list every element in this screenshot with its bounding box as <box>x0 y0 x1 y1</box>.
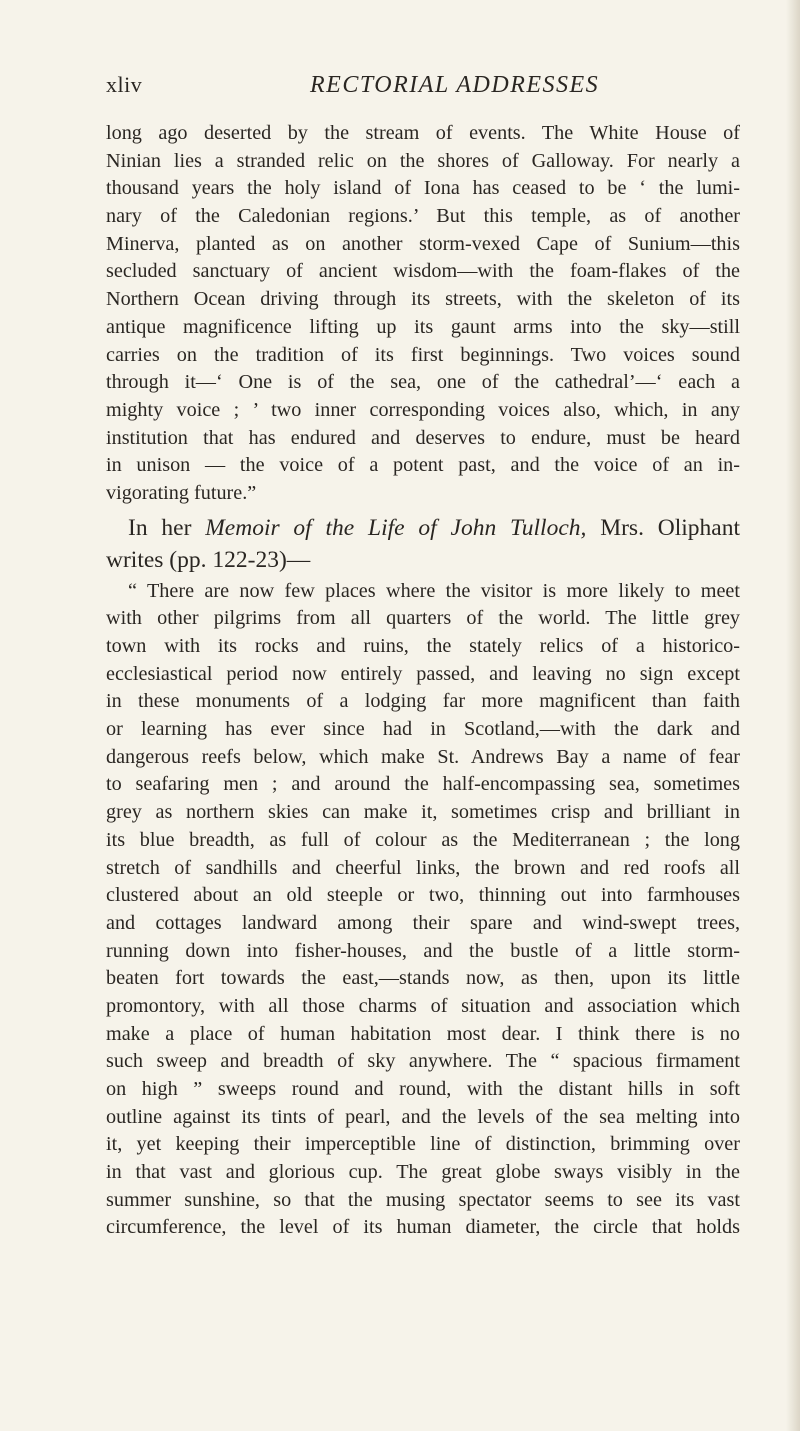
text-line: dangerous reefs below, which make St. Andrews Bay a name of fear <box>106 745 740 768</box>
text-line: in unison — the voice of a potent past, and the voice of an in- <box>106 454 740 477</box>
text-line: Ninian lies a stranded relic on the shores of Galloway. For nearly a <box>106 149 740 172</box>
intro-prefix: In her <box>128 514 206 541</box>
intro-line: writes (pp. 122-23)— <box>106 546 311 573</box>
page-number: xliv <box>106 72 143 97</box>
text-line: outline against its tints of pearl, and the levels of the sea melting into <box>106 1105 740 1128</box>
body-text <box>106 120 740 1242</box>
text-line: in these monuments of a lodging far more magnificent than faith <box>106 690 740 713</box>
text-line: vigorating future.” <box>106 481 257 504</box>
text-line: town with its rocks and ruins, the stately relics of a historico- <box>106 635 740 657</box>
text-line: thousand years the holy island of Iona has ceased to be ‘ the lumi- <box>106 177 740 200</box>
text-line: through it—‘ One is of the sea, one of the cathedral’—‘ each a <box>106 371 740 394</box>
text-line: beaten fort towards the east,—stands now, as then, upon its little <box>106 967 740 990</box>
text-line: “ There are now few places where the visitor is more likely to meet <box>128 579 740 602</box>
text-line: summer sunshine, so that the musing spectator seems to see its vast <box>106 1188 740 1211</box>
quotation-intro <box>106 512 740 576</box>
text-line: mighty voice ; ’ two inner corresponding voices also, which, in any <box>106 398 740 421</box>
intro-line <box>106 512 740 544</box>
page-header <box>0 72 800 108</box>
text-line: stretch of sandhills and cheerful links, the brown and red roofs all <box>106 856 740 879</box>
text-line: it, yet keeping their imperceptible line of distinction, brimming over <box>106 1133 740 1156</box>
text-line: carries on the tradition of its first beginnings. Two voices sound <box>106 343 740 366</box>
text-line: Minerva, planted as on another storm-vexed Cape of Sunium—this <box>106 232 740 255</box>
text-line: circumference, the level of its human diameter, the circle that holds <box>106 1216 740 1239</box>
text-line: Northern Ocean driving through its streets, with the skeleton of its <box>106 288 740 311</box>
text-line: clustered about an old steeple or two, thinning out into farmhouses <box>106 884 740 907</box>
text-line: and cottages landward among their spare and wind-swept trees, <box>106 911 740 934</box>
text-line: with other pilgrims from all quarters of the world. The little grey <box>106 607 740 630</box>
text-line: its blue breadth, as full of colour as the Mediterranean ; the long <box>106 828 740 851</box>
text-line: to seafaring men ; and around the half-encompassing sea, sometimes <box>106 773 740 796</box>
book-title: Memoir of the Life of John Tulloch, <box>205 514 587 541</box>
text-line: in that vast and glorious cup. The great globe sways visibly in the <box>106 1161 740 1184</box>
block-quotation <box>106 578 740 1243</box>
page-edge-shadow <box>786 0 800 1431</box>
text-line: on high ” sweeps round and round, with the distant hills in soft <box>106 1078 740 1100</box>
text-line: ecclesiastical period now entirely passed, and leaving no sign except <box>106 662 740 685</box>
text-line: make a place of human habitation most dear. I think there is no <box>106 1022 740 1045</box>
text-line: institution that has endured and deserves to endure, must be heard <box>106 426 740 449</box>
paragraph-continued <box>106 120 740 508</box>
text-line: running down into fisher-houses, and the bustle of a little storm- <box>106 939 740 962</box>
text-line: promontory, with all those charms of situation and association which <box>106 994 740 1017</box>
intro-suffix: Mrs. Oliphant <box>586 514 740 541</box>
text-line: grey as northern skies can make it, sometimes crisp and brilliant in <box>106 801 740 824</box>
text-line: antique magnificence lifting up its gaunt arms into the sky—still <box>106 315 740 338</box>
text-line: secluded sanctuary of ancient wisdom—with the foam-flakes of the <box>106 260 740 283</box>
running-head: RECTORIAL ADDRESSES <box>310 72 600 98</box>
text-line: such sweep and breadth of sky anywhere. The “ spacious firmament <box>106 1050 740 1073</box>
text-line: nary of the Caledonian regions.’ But this temple, as of another <box>106 205 740 228</box>
text-line: or learning has ever since had in Scotland,—with the dark and <box>106 718 740 741</box>
text-line: long ago deserted by the stream of events. The White House of <box>106 122 740 144</box>
